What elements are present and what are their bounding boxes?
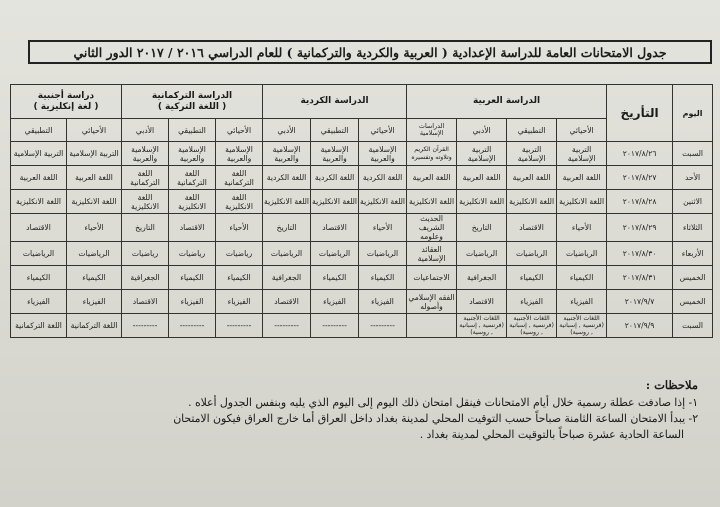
- note-line: ١- إذا صادفت عطلة رسمية خلال أيام الامتحانات فينقل امتحان ذلك اليوم إلى اليوم الذي يليه وبنفس الجدول أعلاه .: [188, 396, 698, 409]
- group-header-foreign: [11, 85, 122, 119]
- subject-cell: التاريخ: [122, 214, 169, 242]
- subject-cell: الإسلامية والعربية: [263, 142, 311, 166]
- exam-schedule-table: [10, 84, 713, 338]
- subject-cell: الكيمياء: [507, 266, 557, 290]
- branch-header: التطبيقي: [11, 119, 67, 142]
- subject-cell: الكيمياء: [11, 266, 67, 290]
- subject-cell: الرياضيات: [557, 242, 607, 266]
- subject-cell: الاقتصاد: [263, 290, 311, 314]
- subject-cell: الجغرافية: [122, 266, 169, 290]
- subject-cell: الاقتصاد: [311, 214, 359, 242]
- subject-cell: ---------: [216, 314, 263, 338]
- subject-cell: التربية الإسلامية: [457, 142, 507, 166]
- group-header-row: [11, 85, 713, 119]
- subject-cell: الفقه الإسلامي وأصوله: [407, 290, 457, 314]
- subject-cell: اللغة الانكليزية: [169, 190, 216, 214]
- date-cell: ٢٠١٧/٨/٣١: [607, 266, 673, 290]
- subject-cell: اللغة الانكليزية: [216, 190, 263, 214]
- subject-cell: الرياضيات: [457, 242, 507, 266]
- table-row: [11, 266, 713, 290]
- subject-cell: الرياضيات: [359, 242, 407, 266]
- subject-cell: الفيزياء: [557, 290, 607, 314]
- subject-cell: اللغات الأجنبية (فرنسية , إسبانية , روسية): [457, 314, 507, 338]
- subject-cell: الرياضيات: [263, 242, 311, 266]
- subject-cell: الكيمياء: [311, 266, 359, 290]
- subject-cell: التاريخ: [263, 214, 311, 242]
- notes-heading: ملاحظات :: [645, 378, 698, 392]
- subject-cell: [407, 314, 457, 338]
- subject-cell: اللغات الأجنبية (فرنسية , إسبانية , روسية): [507, 314, 557, 338]
- subject-cell: الفيزياء: [216, 290, 263, 314]
- subject-cell: اللغة الانكليزية: [263, 190, 311, 214]
- subject-cell: ---------: [169, 314, 216, 338]
- table-row: [11, 242, 713, 266]
- subject-cell: اللغة العربية: [557, 166, 607, 190]
- subject-cell: الاقتصاد: [122, 290, 169, 314]
- subject-cell: اللغة الانكليزية: [457, 190, 507, 214]
- subject-cell: الجغرافية: [457, 266, 507, 290]
- branch-header: الدراسات الإسلامية: [407, 119, 457, 142]
- subject-cell: الأحياء: [216, 214, 263, 242]
- table-row: [11, 214, 713, 242]
- day-cell: الأحد: [673, 166, 713, 190]
- group-header-kurdish: الدراسة الكردية: [263, 85, 407, 119]
- subject-cell: الرياضيات: [67, 242, 122, 266]
- notes-section: [150, 378, 698, 444]
- subject-cell: الإسلامية والعربية: [169, 142, 216, 166]
- subject-cell: الاقتصاد: [457, 290, 507, 314]
- subject-cell: الأحياء: [359, 214, 407, 242]
- subject-cell: ---------: [122, 314, 169, 338]
- document-title: جدول الامتحانات العامة للدراسة الإعدادية ( العربية والكردية والتركمانية ) للعام الدراسي ٢٠١٦ / ٢٠١٧ الدور الثاني: [28, 40, 712, 64]
- subject-cell: اللغة العربية: [507, 166, 557, 190]
- subject-cell: الاقتصاد: [507, 214, 557, 242]
- group-header-arabic: الدراسة العربية: [407, 85, 607, 119]
- date-column-header: التأريخ: [607, 85, 673, 142]
- branch-header: الأحيائي: [359, 119, 407, 142]
- branch-header: الأدبي: [263, 119, 311, 142]
- subject-cell: التربية الإسلامية: [557, 142, 607, 166]
- subject-cell: الأحياء: [67, 214, 122, 242]
- subject-cell: اللغة التركمانية: [122, 166, 169, 190]
- note-line: ٢- يبدأ الامتحان الساعة الثامنة صباحاً حسب التوقيت المحلي لمدينة بغداد داخل العراق أما خارج العراق فيكون الامتحان: [173, 412, 698, 425]
- branch-header: الأدبي: [457, 119, 507, 142]
- table-row: [11, 314, 713, 338]
- branch-header: الأدبي: [122, 119, 169, 142]
- subject-cell: رياضيات: [169, 242, 216, 266]
- group-header-turkmen: [122, 85, 263, 119]
- subject-cell: اللغة الانكليزية: [122, 190, 169, 214]
- branch-header: الأحيائي: [216, 119, 263, 142]
- subject-cell: رياضيات: [122, 242, 169, 266]
- date-cell: ٢٠١٧/٨/٣٠: [607, 242, 673, 266]
- subject-cell: الجغرافية: [263, 266, 311, 290]
- day-cell: السبت: [673, 314, 713, 338]
- date-cell: ٢٠١٧/٩/٧: [607, 290, 673, 314]
- branch-header: التطبيقي: [169, 119, 216, 142]
- subject-cell: الاقتصاد: [169, 214, 216, 242]
- note-line: الساعة الحادية عشرة صباحاً بالتوقيت المحلي لمدينة بغداد .: [419, 428, 684, 441]
- group-header-turkmen-line2: ( اللغة التركية ): [157, 101, 227, 112]
- subject-cell: التربية الإسلامية: [507, 142, 557, 166]
- group-header-foreign-line2: ( لغة إنكليزية ): [33, 101, 99, 112]
- branch-header: الأحيائي: [557, 119, 607, 142]
- subject-cell: اللغة الكردية: [311, 166, 359, 190]
- group-header-turkmen-line1: الدراسة التركمانية: [151, 90, 233, 101]
- day-cell: الخميس: [673, 266, 713, 290]
- date-cell: ٢٠١٧/٨/٢٩: [607, 214, 673, 242]
- subject-cell: اللغة التركمانية: [216, 166, 263, 190]
- subject-cell: الرياضيات: [507, 242, 557, 266]
- subject-cell: اللغة التركمانية: [169, 166, 216, 190]
- subject-cell: ---------: [263, 314, 311, 338]
- subject-cell: الفيزياء: [11, 290, 67, 314]
- day-cell: الخميس: [673, 290, 713, 314]
- subject-cell: الاقتصاد: [11, 214, 67, 242]
- subject-cell: الإسلامية والعربية: [216, 142, 263, 166]
- group-header-foreign-line1: دراسة أجنبية: [37, 90, 95, 101]
- subject-cell: ---------: [311, 314, 359, 338]
- subject-cell: اللغة الانكليزية: [557, 190, 607, 214]
- branch-header: التطبيقي: [311, 119, 359, 142]
- subject-cell: الفيزياء: [169, 290, 216, 314]
- table-row: [11, 290, 713, 314]
- table-row: [11, 142, 713, 166]
- subject-cell: اللغات الأجنبية (فرنسية , إسبانية , روسية): [557, 314, 607, 338]
- subject-cell: الرياضيات: [11, 242, 67, 266]
- subject-cell: ---------: [359, 314, 407, 338]
- branch-header: الأحيائي: [67, 119, 122, 142]
- subject-cell: الكيمياء: [169, 266, 216, 290]
- subject-cell: التربية الإسلامية: [67, 142, 122, 166]
- subject-cell: اللغة التركمانية: [11, 314, 67, 338]
- subject-cell: اللغة العربية: [67, 166, 122, 190]
- day-cell: الثلاثاء: [673, 214, 713, 242]
- subject-cell: الأحياء: [557, 214, 607, 242]
- subject-cell: اللغة العربية: [11, 166, 67, 190]
- subject-cell: العقائد الإسلامية: [407, 242, 457, 266]
- subject-cell: الفيزياء: [311, 290, 359, 314]
- subject-cell: الفيزياء: [67, 290, 122, 314]
- subject-cell: اللغة الكردية: [359, 166, 407, 190]
- subject-cell: الكيمياء: [359, 266, 407, 290]
- subject-cell: اللغة العربية: [457, 166, 507, 190]
- subject-cell: القرآن الكريم وتلاوته وتفسيره: [407, 142, 457, 166]
- subject-cell: الفيزياء: [359, 290, 407, 314]
- subject-cell: الكيمياء: [557, 266, 607, 290]
- day-cell: الأربعاء: [673, 242, 713, 266]
- date-cell: ٢٠١٧/٩/٩: [607, 314, 673, 338]
- date-cell: ٢٠١٧/٨/٢٦: [607, 142, 673, 166]
- day-column-header: اليوم: [673, 85, 713, 142]
- subject-cell: الرياضيات: [311, 242, 359, 266]
- subject-cell: اللغة العربية: [407, 166, 457, 190]
- date-cell: ٢٠١٧/٨/٢٨: [607, 190, 673, 214]
- subject-cell: الإسلامية والعربية: [122, 142, 169, 166]
- subject-cell: الإسلامية والعربية: [311, 142, 359, 166]
- table-row: [11, 166, 713, 190]
- subject-cell: اللغة الانكليزية: [507, 190, 557, 214]
- subject-cell: اللغة الانكليزية: [11, 190, 67, 214]
- subject-cell: التاريخ: [457, 214, 507, 242]
- schedule-body: [11, 142, 713, 338]
- subject-cell: الاجتماعيات: [407, 266, 457, 290]
- date-cell: ٢٠١٧/٨/٢٧: [607, 166, 673, 190]
- subject-cell: التربية الإسلامية: [11, 142, 67, 166]
- subject-cell: رياضيات: [216, 242, 263, 266]
- subject-cell: الكيمياء: [67, 266, 122, 290]
- day-cell: السبت: [673, 142, 713, 166]
- subject-cell: الحديث الشريف وعلومه: [407, 214, 457, 242]
- subject-cell: الكيمياء: [216, 266, 263, 290]
- subject-cell: اللغة الانكليزية: [311, 190, 359, 214]
- subject-cell: الإسلامية والعربية: [359, 142, 407, 166]
- day-cell: الاثنين: [673, 190, 713, 214]
- subject-cell: الفيزياء: [507, 290, 557, 314]
- branch-header: التطبيقي: [507, 119, 557, 142]
- subject-cell: اللغة الانكليزية: [359, 190, 407, 214]
- subject-cell: اللغة الانكليزية: [67, 190, 122, 214]
- subject-cell: اللغة التركمانية: [67, 314, 122, 338]
- subject-cell: اللغة الكردية: [263, 166, 311, 190]
- table-row: [11, 190, 713, 214]
- subject-cell: اللغة الانكليزية: [407, 190, 457, 214]
